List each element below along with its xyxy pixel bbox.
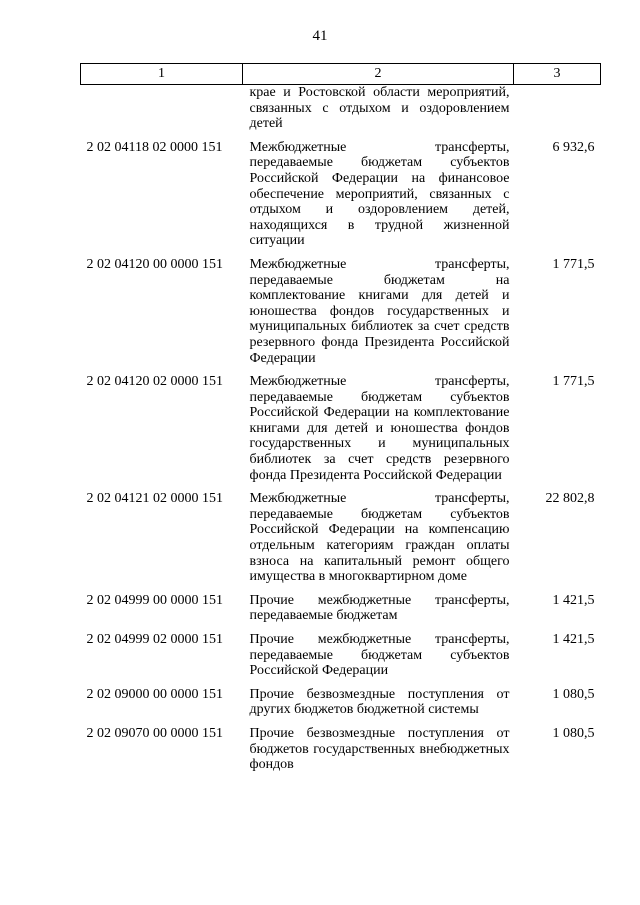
row-code: 2 02 04999 00 0000 151 (86, 592, 223, 608)
column-header-amount: 3 (514, 64, 601, 85)
row-code: 2 02 04999 02 0000 151 (86, 632, 223, 647)
row-amount: 1 771,5 (552, 374, 595, 390)
table-row (81, 255, 601, 372)
row-amount: 1 421,5 (552, 632, 595, 647)
row-description: крае и Ростовской области мероприятий, связанных с отдыхом и оздоровлением детей (249, 85, 510, 132)
column-header-code: 1 (81, 64, 243, 85)
table-row (81, 138, 601, 255)
page-number: 41 (312, 28, 328, 44)
row-code: 2 02 04121 02 0000 151 (86, 491, 223, 507)
row-amount: 6 932,6 (552, 139, 595, 155)
row-description: Прочие безвозмездные поступления от бюджетов государственных внебюджетных фондов (249, 725, 510, 773)
row-code: 2 02 09070 00 0000 151 (86, 725, 223, 741)
column-header-description: 2 (243, 64, 514, 85)
row-description: Межбюджетные трансферты, передаваемые бюджетам на комплектование книгами для детей и юношества фондов государственных и муниципальных библиотек за счет средств резервного фонда Президента Российской Федерации (249, 256, 510, 366)
row-code (81, 85, 243, 138)
row-description: Межбюджетные трансферты, передаваемые бюджетам субъектов Российской Федерации на финансовое обеспечение мероприятий, связанных с отдыхом и оздоровлением детей, находящихся в трудной жизненной ситуации (249, 139, 510, 249)
row-description: Прочие межбюджетные трансферты, передаваемые бюджетам субъектов Российской Федерации (249, 632, 510, 679)
row-code: 2 02 04120 00 0000 151 (86, 256, 223, 272)
table-body (81, 85, 601, 779)
header-row (81, 64, 601, 85)
row-description: Межбюджетные трансферты, передаваемые бюджетам субъектов Российской Федерации на компенсацию отдельным категориям граждан оплаты взноса на капитальный ремонт общего имущества в многоквартирном доме (249, 491, 510, 585)
table-row (81, 630, 601, 685)
row-amount: 1 771,5 (552, 256, 595, 272)
row-amount: 22 802,8 (545, 491, 595, 507)
row-amount: 1 421,5 (552, 592, 595, 608)
row-amount (514, 85, 601, 138)
budget-table (80, 63, 601, 779)
table-row (81, 591, 601, 630)
row-amount: 1 080,5 (552, 725, 595, 741)
row-description: Прочие безвозмездные поступления от других бюджетов бюджетной системы (249, 686, 510, 718)
row-code: 2 02 04120 02 0000 151 (86, 374, 223, 390)
row-description: Прочие межбюджетные трансферты, передаваемые бюджетам (249, 592, 510, 624)
row-description: Межбюджетные трансферты, передаваемые бюджетам субъектов Российской Федерации на комплектование книгами для детей и юношества фондов государственных и муниципальных библиотек за счет средств резервного фонда Президента Российской Федерации (249, 374, 510, 483)
table-row (81, 372, 601, 489)
row-code: 2 02 04118 02 0000 151 (86, 139, 223, 155)
row-code: 2 02 09000 00 0000 151 (86, 686, 223, 702)
table-row (81, 724, 601, 779)
table-row (81, 85, 601, 138)
row-amount: 1 080,5 (552, 686, 595, 702)
table-row (81, 489, 601, 591)
table-row (81, 685, 601, 724)
table-header (81, 64, 601, 85)
